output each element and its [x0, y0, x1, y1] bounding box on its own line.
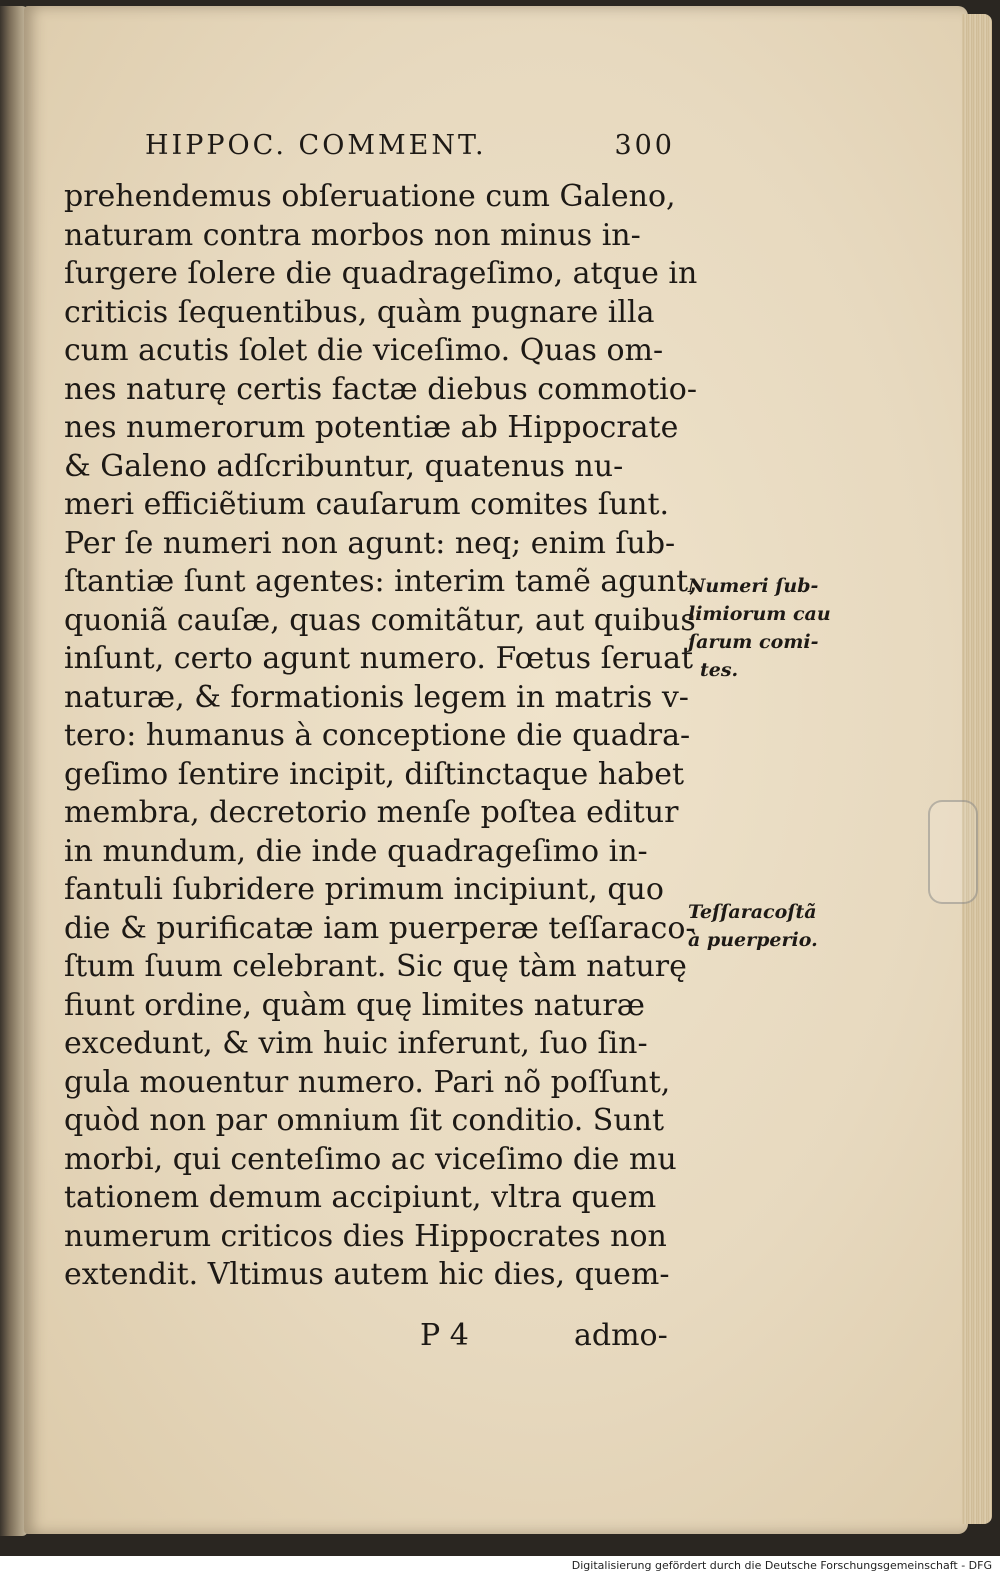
footer-credit: Digitalisierung gefördert durch die Deutsche Forschungsgemeinschaft - DFG [571, 1559, 992, 1572]
text-line: tationem demum accipiunt, vltra quem [64, 1180, 657, 1215]
text-line: naturam contra morbos non minus in- [64, 217, 641, 253]
digitization-footer [0, 1556, 1000, 1578]
text-line: ſurgere ſolere die quadrageſimo, atque in [64, 256, 698, 291]
running-head [145, 130, 675, 170]
marginal-note [688, 898, 818, 954]
text-line: numerum criticos dies Hippocrates non [64, 1218, 667, 1254]
running-head-title: HIPPOC. COMMENT. [145, 130, 487, 161]
page-number: 300 [614, 130, 675, 161]
main-text-block [64, 178, 698, 1295]
text-line: nes naturę certis factæ diebus commotio- [64, 371, 697, 407]
text-line: tero: humanus à conceptione die quadra- [64, 718, 691, 753]
text-line: criticis ſequentibus, quàm pugnare illa [64, 294, 655, 330]
text-line: meri efficiẽtium cauſarum comites ſunt. [64, 487, 670, 522]
text-line: gula mouentur numero. Pari nõ poſſunt, [64, 1064, 671, 1100]
text-line: extendit. Vltimus autem hic dies, quem- [64, 1257, 670, 1292]
text-line: membra, decretorio menſe poſtea editur [64, 795, 679, 830]
marginal-note-line: limiorum cau [688, 603, 831, 625]
text-line: geſimo ſentire incipit, diſtinctaque habet [64, 756, 685, 792]
text-line: quoniã cauſæ, quas comitãtur, aut quibus [64, 602, 696, 638]
page-edges [962, 14, 992, 1524]
marginal-note-line: à puerperio. [688, 929, 818, 951]
catchword: admo- [574, 1318, 668, 1353]
marginal-note-line: Teſſaracoſtã [688, 901, 817, 923]
text-line: quòd non par omnium ſit conditio. Sunt [64, 1103, 665, 1138]
text-line: cum acutis ſolet die viceſimo. Quas om- [64, 333, 664, 368]
text-line: inſunt, certo agunt numero. Fœtus ſeruat [64, 641, 694, 676]
text-line: in mundum, die inde quadrageſimo in- [64, 833, 648, 869]
marginal-note-line: Numeri ſub- [688, 575, 819, 597]
signature-mark: P 4 [420, 1318, 469, 1353]
text-line: naturæ, & formationis legem in matris v- [64, 679, 689, 715]
text-line: nes numerorum potentiæ ab Hippocrate [64, 410, 679, 445]
marginal-note-line: tes. [700, 659, 739, 681]
text-line: prehendemus obſeruatione cum Galeno, [64, 179, 676, 214]
text-line: morbi, qui centeſimo ac viceſimo die mu [64, 1141, 677, 1177]
text-line: excedunt, & vim huic inferunt, ſuo ſin- [64, 1026, 648, 1061]
page-clip [928, 800, 978, 904]
text-line: Per ſe numeri non agunt: neq; enim ſub- [64, 525, 676, 561]
text-line: & Galeno adſcribuntur, quatenus nu- [64, 448, 624, 484]
text-line: fiunt ordine, quàm quę limites naturæ [64, 987, 645, 1023]
text-line: ſtum ſuum celebrant. Sic quę tàm naturę [64, 949, 687, 984]
marginal-note [688, 572, 831, 684]
text-line: ſtantiæ ſunt agentes: interim tamẽ agunt, [64, 564, 698, 599]
marginal-note-line: ſarum comi- [688, 631, 819, 653]
text-line: die & purificatæ iam puerperæ teſſaraco- [64, 910, 696, 946]
text-line: fantuli ſubridere primum incipiunt, quo [64, 872, 664, 907]
